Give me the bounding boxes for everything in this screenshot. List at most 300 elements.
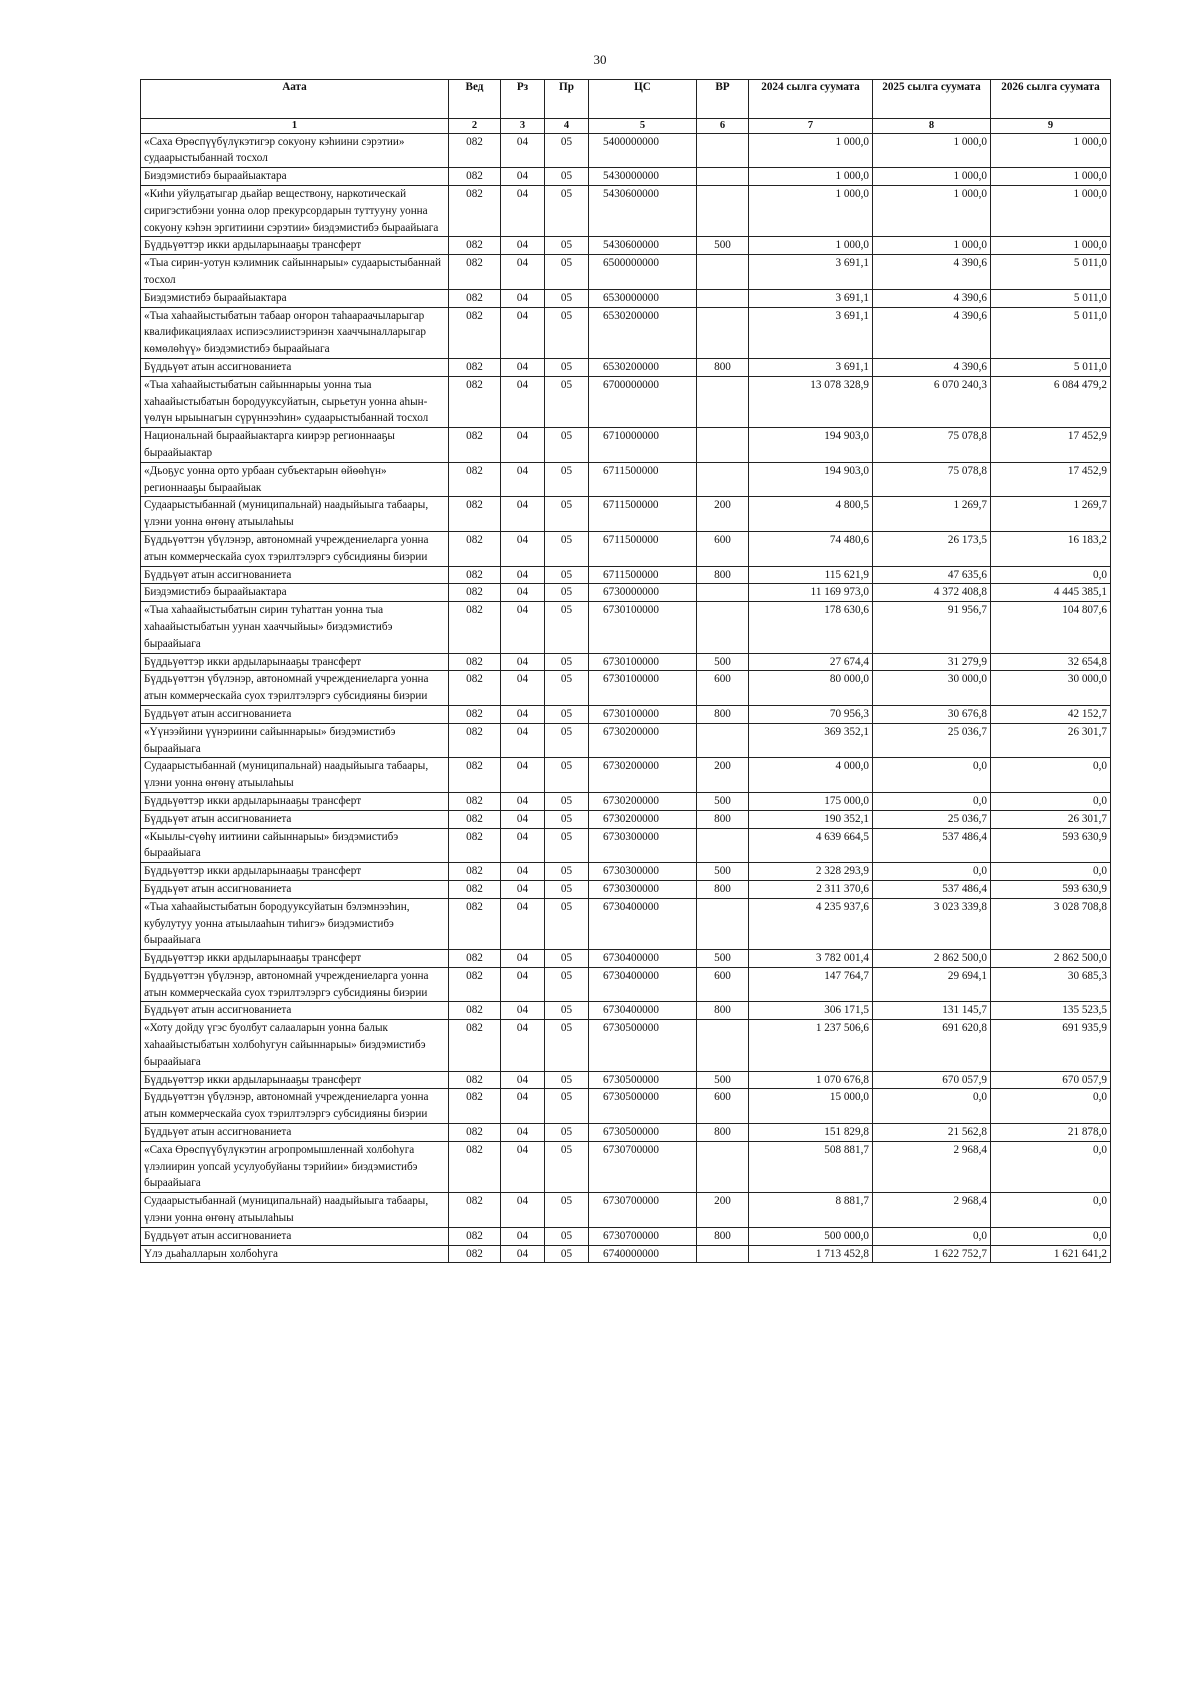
vr-cell [697, 602, 749, 653]
amount-2025-cell: 0,0 [873, 1089, 991, 1124]
ved-cell: 082 [449, 133, 501, 168]
ved-cell: 082 [449, 428, 501, 463]
rz-cell: 04 [501, 792, 545, 810]
ved-cell: 082 [449, 1089, 501, 1124]
amount-2024-cell: 3 691,1 [749, 307, 873, 358]
amount-2024-cell: 74 480,6 [749, 531, 873, 566]
cs-cell: 6711500000 [589, 531, 697, 566]
pr-cell: 05 [545, 1089, 589, 1124]
vr-cell: 200 [697, 758, 749, 793]
amount-2024-cell: 1 237 506,6 [749, 1020, 873, 1071]
cs-cell: 5430000000 [589, 168, 697, 186]
amount-2024-cell: 115 621,9 [749, 566, 873, 584]
rz-cell: 04 [501, 428, 545, 463]
amount-2026-cell: 104 807,6 [991, 602, 1111, 653]
ved-cell: 082 [449, 359, 501, 377]
amount-2024-cell: 151 829,8 [749, 1124, 873, 1142]
amount-2026-cell: 30 685,3 [991, 967, 1111, 1002]
rz-cell: 04 [501, 168, 545, 186]
amount-2026-cell: 32 654,8 [991, 653, 1111, 671]
amount-2026-cell: 691 935,9 [991, 1020, 1111, 1071]
row-name-cell: Бүддьүөт атын ассигнованиета [141, 1227, 449, 1245]
row-name-cell: Бүддьүөттэр икки ардыларынааҕы трансферт [141, 950, 449, 968]
ved-cell: 082 [449, 1020, 501, 1071]
ved-cell: 082 [449, 1124, 501, 1142]
table-row [141, 168, 1111, 186]
pr-cell: 05 [545, 133, 589, 168]
vr-cell [697, 289, 749, 307]
amount-2026-cell: 1 000,0 [991, 168, 1111, 186]
amount-2026-cell: 2 862 500,0 [991, 950, 1111, 968]
amount-2024-cell: 70 956,3 [749, 705, 873, 723]
vr-cell: 800 [697, 566, 749, 584]
row-name-cell: Бүддьүөттэн үбүлэнэр, автономнай учреждениеларга уонна атын коммерческайа суох тэрилтэлэргэ субсидияны биэрии [141, 531, 449, 566]
table-row [141, 307, 1111, 358]
amount-2024-cell: 27 674,4 [749, 653, 873, 671]
row-name-cell: Судаарыстыбаннай (муниципальнай) наадыйыыга табаары, үлэни уонна өҥөнү атыылаһыы [141, 1193, 449, 1228]
amount-2024-cell: 1 000,0 [749, 133, 873, 168]
vr-cell: 500 [697, 237, 749, 255]
table-row [141, 1124, 1111, 1142]
row-name-cell: «Саха Өрөспүүбүлүкэтин агропромышленнай холбоһуга үлэлиирин уопсай усулуобуйаны тэрийии» биэдэмистибэ быраайыага [141, 1141, 449, 1192]
vr-cell: 500 [697, 863, 749, 881]
cs-cell: 6730400000 [589, 967, 697, 1002]
ved-cell: 082 [449, 1245, 501, 1263]
rz-cell: 04 [501, 307, 545, 358]
cs-cell: 6730500000 [589, 1071, 697, 1089]
amount-2025-cell: 4 390,6 [873, 289, 991, 307]
amount-2024-cell: 2 328 293,9 [749, 863, 873, 881]
rz-cell: 04 [501, 863, 545, 881]
ved-cell: 082 [449, 1071, 501, 1089]
vr-cell: 800 [697, 1227, 749, 1245]
pr-cell: 05 [545, 376, 589, 427]
ved-cell: 082 [449, 705, 501, 723]
ved-cell: 082 [449, 671, 501, 706]
column-number: 7 [749, 119, 873, 134]
amount-2025-cell: 91 956,7 [873, 602, 991, 653]
amount-2024-cell: 306 171,5 [749, 1002, 873, 1020]
table-row [141, 880, 1111, 898]
ved-cell: 082 [449, 1002, 501, 1020]
column-number: 1 [141, 119, 449, 134]
cs-cell: 6711500000 [589, 462, 697, 497]
amount-2024-cell: 4 800,5 [749, 497, 873, 532]
amount-2024-cell: 1 713 452,8 [749, 1245, 873, 1263]
amount-2026-cell: 5 011,0 [991, 307, 1111, 358]
row-name-cell: Бүддьүөттэр икки ардыларынааҕы трансферт [141, 1071, 449, 1089]
rz-cell: 04 [501, 584, 545, 602]
row-name-cell: Бүддьүөттэн үбүлэнэр, автономнай учреждениеларга уонна атын коммерческайа суох тэрилтэлэргэ субсидияны биэрии [141, 671, 449, 706]
vr-cell: 800 [697, 1002, 749, 1020]
amount-2026-cell: 135 523,5 [991, 1002, 1111, 1020]
rz-cell: 04 [501, 898, 545, 949]
column-number: 8 [873, 119, 991, 134]
amount-2026-cell: 0,0 [991, 1227, 1111, 1245]
rz-cell: 04 [501, 566, 545, 584]
row-name-cell: «Үүнээйини үүнэриини сайыннарыы» биэдэмистибэ быраайыага [141, 723, 449, 758]
amount-2024-cell: 13 078 328,9 [749, 376, 873, 427]
row-name-cell: «Киһи уйулҕатыгар дьайар веществону, наркотическай сиригэстибэни уонна олор прекурсордарын туттууну уонна сокуону кэһэн эргитиини сэрэтии» биэдэмистибэ быраайыага [141, 186, 449, 237]
amount-2025-cell: 4 390,6 [873, 255, 991, 290]
amount-2025-cell: 25 036,7 [873, 810, 991, 828]
budget-table [140, 79, 1111, 1263]
ved-cell: 082 [449, 602, 501, 653]
table-row [141, 497, 1111, 532]
amount-2025-cell: 4 372 408,8 [873, 584, 991, 602]
amount-2026-cell: 5 011,0 [991, 255, 1111, 290]
amount-2025-cell: 0,0 [873, 758, 991, 793]
cs-cell: 6710000000 [589, 428, 697, 463]
amount-2024-cell: 80 000,0 [749, 671, 873, 706]
amount-2024-cell: 8 881,7 [749, 1193, 873, 1228]
amount-2026-cell: 3 028 708,8 [991, 898, 1111, 949]
header-2025: 2025 сылга суумата [873, 80, 991, 119]
rz-cell: 04 [501, 1245, 545, 1263]
row-name-cell: Биэдэмистибэ быраайыактара [141, 289, 449, 307]
pr-cell: 05 [545, 723, 589, 758]
cs-cell: 6530200000 [589, 359, 697, 377]
cs-cell: 6700000000 [589, 376, 697, 427]
header-ved: Вед [449, 80, 501, 119]
table-row [141, 289, 1111, 307]
ved-cell: 082 [449, 289, 501, 307]
amount-2024-cell: 11 169 973,0 [749, 584, 873, 602]
vr-cell [697, 255, 749, 290]
header-cs: ЦС [589, 80, 697, 119]
row-name-cell: Бүддьүөт атын ассигнованиета [141, 359, 449, 377]
table-row [141, 1089, 1111, 1124]
rz-cell: 04 [501, 1124, 545, 1142]
row-name-cell: Судаарыстыбаннай (муниципальнай) наадыйыыга табаары, үлэни уонна өҥөнү атыылаһыы [141, 497, 449, 532]
rz-cell: 04 [501, 1002, 545, 1020]
amount-2026-cell: 21 878,0 [991, 1124, 1111, 1142]
cs-cell: 6530000000 [589, 289, 697, 307]
pr-cell: 05 [545, 1141, 589, 1192]
rz-cell: 04 [501, 671, 545, 706]
amount-2026-cell: 17 452,9 [991, 428, 1111, 463]
cs-cell: 6730200000 [589, 723, 697, 758]
ved-cell: 082 [449, 462, 501, 497]
rz-cell: 04 [501, 967, 545, 1002]
amount-2026-cell: 593 630,9 [991, 880, 1111, 898]
amount-2024-cell: 4 639 664,5 [749, 828, 873, 863]
row-name-cell: Биэдэмистибэ быраайыактара [141, 168, 449, 186]
pr-cell: 05 [545, 1193, 589, 1228]
amount-2026-cell: 1 000,0 [991, 133, 1111, 168]
cs-cell: 6730000000 [589, 584, 697, 602]
table-row [141, 863, 1111, 881]
amount-2024-cell: 1 000,0 [749, 168, 873, 186]
ved-cell: 082 [449, 828, 501, 863]
amount-2024-cell: 4 235 937,6 [749, 898, 873, 949]
amount-2025-cell: 670 057,9 [873, 1071, 991, 1089]
cs-cell: 6730500000 [589, 1020, 697, 1071]
row-name-cell: «Тыа хаһаайыстыбатын бородууксуйатын бэлэмнээһин, кубулутуу уонна атыылааһын тиһигэ» биэдэмистибэ быраайыага [141, 898, 449, 949]
table-body [141, 133, 1111, 1263]
amount-2024-cell: 1 000,0 [749, 186, 873, 237]
table-row [141, 723, 1111, 758]
amount-2025-cell: 1 000,0 [873, 237, 991, 255]
pr-cell: 05 [545, 602, 589, 653]
row-name-cell: «Кыылы-сүөһү иитиини сайыннарыы» биэдэмистибэ быраайыага [141, 828, 449, 863]
rz-cell: 04 [501, 653, 545, 671]
table-row [141, 602, 1111, 653]
header-2026: 2026 сылга суумата [991, 80, 1111, 119]
amount-2024-cell: 3 782 001,4 [749, 950, 873, 968]
rz-cell: 04 [501, 462, 545, 497]
amount-2024-cell: 194 903,0 [749, 462, 873, 497]
amount-2024-cell: 3 691,1 [749, 359, 873, 377]
row-name-cell: Национальнай быраайыактарга киирэр регионнааҕы быраайыактар [141, 428, 449, 463]
amount-2025-cell: 75 078,8 [873, 428, 991, 463]
vr-cell [697, 723, 749, 758]
rz-cell: 04 [501, 723, 545, 758]
table-row [141, 810, 1111, 828]
pr-cell: 05 [545, 1124, 589, 1142]
cs-cell: 6730100000 [589, 602, 697, 653]
amount-2025-cell: 2 968,4 [873, 1193, 991, 1228]
row-name-cell: Бүддьүөттэр икки ардыларынааҕы трансферт [141, 237, 449, 255]
pr-cell: 05 [545, 898, 589, 949]
page-number: 30 [593, 52, 607, 67]
amount-2025-cell: 47 635,6 [873, 566, 991, 584]
amount-2024-cell: 1 070 676,8 [749, 1071, 873, 1089]
vr-cell [697, 1020, 749, 1071]
ved-cell: 082 [449, 168, 501, 186]
pr-cell: 05 [545, 462, 589, 497]
ved-cell: 082 [449, 307, 501, 358]
pr-cell: 05 [545, 497, 589, 532]
amount-2025-cell: 29 694,1 [873, 967, 991, 1002]
ved-cell: 082 [449, 758, 501, 793]
cs-cell: 5430600000 [589, 237, 697, 255]
row-name-cell: Бүддьүөттэр икки ардыларынааҕы трансферт [141, 792, 449, 810]
vr-cell [697, 186, 749, 237]
cs-cell: 6730100000 [589, 653, 697, 671]
column-number: 5 [589, 119, 697, 134]
ved-cell: 082 [449, 898, 501, 949]
amount-2024-cell: 3 691,1 [749, 255, 873, 290]
table-row [141, 1071, 1111, 1089]
table-row [141, 828, 1111, 863]
cs-cell: 6730700000 [589, 1193, 697, 1228]
amount-2026-cell: 5 011,0 [991, 289, 1111, 307]
rz-cell: 04 [501, 1089, 545, 1124]
vr-cell: 500 [697, 792, 749, 810]
amount-2025-cell: 21 562,8 [873, 1124, 991, 1142]
table-row [141, 133, 1111, 168]
pr-cell: 05 [545, 653, 589, 671]
amount-2026-cell: 670 057,9 [991, 1071, 1111, 1089]
row-name-cell: Бүддьүөт атын ассигнованиета [141, 1124, 449, 1142]
table-row [141, 237, 1111, 255]
amount-2025-cell: 691 620,8 [873, 1020, 991, 1071]
row-name-cell: Биэдэмистибэ быраайыактара [141, 584, 449, 602]
table-row [141, 1002, 1111, 1020]
amount-2026-cell: 1 621 641,2 [991, 1245, 1111, 1263]
table-row [141, 428, 1111, 463]
ved-cell: 082 [449, 1193, 501, 1228]
cs-cell: 6730100000 [589, 705, 697, 723]
pr-cell: 05 [545, 758, 589, 793]
rz-cell: 04 [501, 289, 545, 307]
amount-2026-cell: 0,0 [991, 792, 1111, 810]
pr-cell: 05 [545, 863, 589, 881]
rz-cell: 04 [501, 359, 545, 377]
row-name-cell: «Тыа хаһаайыстыбатын сирин туһаттан уонна тыа хаһаайыстыбатын уунан хааччыйыы» биэдэмистибэ быраайыага [141, 602, 449, 653]
cs-cell: 6711500000 [589, 566, 697, 584]
vr-cell [697, 376, 749, 427]
amount-2025-cell: 3 023 339,8 [873, 898, 991, 949]
row-name-cell: «Тыа сирин-уотун кэлимник сайыннарыы» судаарыстыбаннай тосхол [141, 255, 449, 290]
row-name-cell: Бүддьүөттэр икки ардыларынааҕы трансферт [141, 653, 449, 671]
amount-2025-cell: 1 622 752,7 [873, 1245, 991, 1263]
amount-2025-cell: 0,0 [873, 792, 991, 810]
table-row [141, 671, 1111, 706]
rz-cell: 04 [501, 950, 545, 968]
header-name: Аата [141, 80, 449, 119]
cs-cell: 6730500000 [589, 1089, 697, 1124]
column-number: 3 [501, 119, 545, 134]
amount-2025-cell: 2 968,4 [873, 1141, 991, 1192]
vr-cell [697, 1245, 749, 1263]
vr-cell: 200 [697, 1193, 749, 1228]
rz-cell: 04 [501, 255, 545, 290]
table-row [141, 255, 1111, 290]
pr-cell: 05 [545, 950, 589, 968]
amount-2024-cell: 500 000,0 [749, 1227, 873, 1245]
pr-cell: 05 [545, 671, 589, 706]
vr-cell: 800 [697, 810, 749, 828]
pr-cell: 05 [545, 566, 589, 584]
amount-2025-cell: 1 000,0 [873, 133, 991, 168]
amount-2026-cell: 1 000,0 [991, 186, 1111, 237]
table-row [141, 950, 1111, 968]
header-2024: 2024 сылга суумата [749, 80, 873, 119]
pr-cell: 05 [545, 967, 589, 1002]
row-name-cell: Бүддьүөт атын ассигнованиета [141, 566, 449, 584]
column-number: 2 [449, 119, 501, 134]
header-row [141, 80, 1111, 119]
cs-cell: 6730200000 [589, 792, 697, 810]
cs-cell: 5430600000 [589, 186, 697, 237]
cs-cell: 6730400000 [589, 898, 697, 949]
row-name-cell: Үлэ дьаһалларын холбоһуга [141, 1245, 449, 1263]
pr-cell: 05 [545, 428, 589, 463]
rz-cell: 04 [501, 531, 545, 566]
ved-cell: 082 [449, 255, 501, 290]
ved-cell: 082 [449, 186, 501, 237]
amount-2026-cell: 42 152,7 [991, 705, 1111, 723]
column-number: 4 [545, 119, 589, 134]
row-name-cell: Бүддьүөт атын ассигнованиета [141, 1002, 449, 1020]
amount-2026-cell: 0,0 [991, 566, 1111, 584]
ved-cell: 082 [449, 237, 501, 255]
pr-cell: 05 [545, 828, 589, 863]
pr-cell: 05 [545, 289, 589, 307]
rz-cell: 04 [501, 497, 545, 532]
row-name-cell: Бүддьүөттэн үбүлэнэр, автономнай учреждениеларга уонна атын коммерческайа суох тэрилтэлэргэ субсидияны биэрии [141, 1089, 449, 1124]
pr-cell: 05 [545, 168, 589, 186]
amount-2026-cell: 0,0 [991, 1141, 1111, 1192]
column-number: 6 [697, 119, 749, 134]
cs-cell: 6730400000 [589, 1002, 697, 1020]
amount-2026-cell: 0,0 [991, 1193, 1111, 1228]
vr-cell: 500 [697, 1071, 749, 1089]
table-row [141, 792, 1111, 810]
amount-2026-cell: 26 301,7 [991, 810, 1111, 828]
table-row [141, 359, 1111, 377]
rz-cell: 04 [501, 810, 545, 828]
pr-cell: 05 [545, 255, 589, 290]
vr-cell: 800 [697, 705, 749, 723]
amount-2025-cell: 30 676,8 [873, 705, 991, 723]
amount-2024-cell: 190 352,1 [749, 810, 873, 828]
amount-2025-cell: 537 486,4 [873, 828, 991, 863]
amount-2025-cell: 6 070 240,3 [873, 376, 991, 427]
amount-2024-cell: 508 881,7 [749, 1141, 873, 1192]
amount-2025-cell: 1 269,7 [873, 497, 991, 532]
amount-2024-cell: 1 000,0 [749, 237, 873, 255]
ved-cell: 082 [449, 584, 501, 602]
amount-2024-cell: 178 630,6 [749, 602, 873, 653]
amount-2026-cell: 1 269,7 [991, 497, 1111, 532]
amount-2025-cell: 2 862 500,0 [873, 950, 991, 968]
amount-2024-cell: 15 000,0 [749, 1089, 873, 1124]
table-row [141, 758, 1111, 793]
ved-cell: 082 [449, 950, 501, 968]
ved-cell: 082 [449, 531, 501, 566]
pr-cell: 05 [545, 792, 589, 810]
row-name-cell: Бүддьүөт атын ассигнованиета [141, 810, 449, 828]
table-row [141, 584, 1111, 602]
vr-cell [697, 428, 749, 463]
amount-2025-cell: 75 078,8 [873, 462, 991, 497]
amount-2024-cell: 147 764,7 [749, 967, 873, 1002]
pr-cell: 05 [545, 186, 589, 237]
amount-2024-cell: 194 903,0 [749, 428, 873, 463]
table-row [141, 1141, 1111, 1192]
amount-2026-cell: 30 000,0 [991, 671, 1111, 706]
cs-cell: 5400000000 [589, 133, 697, 168]
ved-cell: 082 [449, 566, 501, 584]
table-row [141, 462, 1111, 497]
table-row [141, 967, 1111, 1002]
header-vr: ВР [697, 80, 749, 119]
cs-cell: 6730500000 [589, 1124, 697, 1142]
amount-2024-cell: 175 000,0 [749, 792, 873, 810]
amount-2024-cell: 4 000,0 [749, 758, 873, 793]
amount-2026-cell: 5 011,0 [991, 359, 1111, 377]
amount-2025-cell: 0,0 [873, 863, 991, 881]
vr-cell [697, 584, 749, 602]
amount-2025-cell: 4 390,6 [873, 307, 991, 358]
table-row [141, 1193, 1111, 1228]
rz-cell: 04 [501, 186, 545, 237]
row-name-cell: «Саха Өрөспүүбүлүкэтигэр сокуону кэһиини сэрэтии» судаарыстыбаннай тосхол [141, 133, 449, 168]
pr-cell: 05 [545, 359, 589, 377]
cs-cell: 6711500000 [589, 497, 697, 532]
ved-cell: 082 [449, 792, 501, 810]
table-row [141, 1020, 1111, 1071]
row-name-cell: «Тыа хаһаайыстыбатын табаар оҥорон таһаараачыларыгар квалификациялаах испиэсэлиистэринэн хааччыналларыгар көмөлөһүү» биэдэмистибэ быраайыага [141, 307, 449, 358]
pr-cell: 05 [545, 1071, 589, 1089]
amount-2026-cell: 0,0 [991, 863, 1111, 881]
vr-cell [697, 828, 749, 863]
amount-2025-cell: 30 000,0 [873, 671, 991, 706]
vr-cell: 600 [697, 531, 749, 566]
